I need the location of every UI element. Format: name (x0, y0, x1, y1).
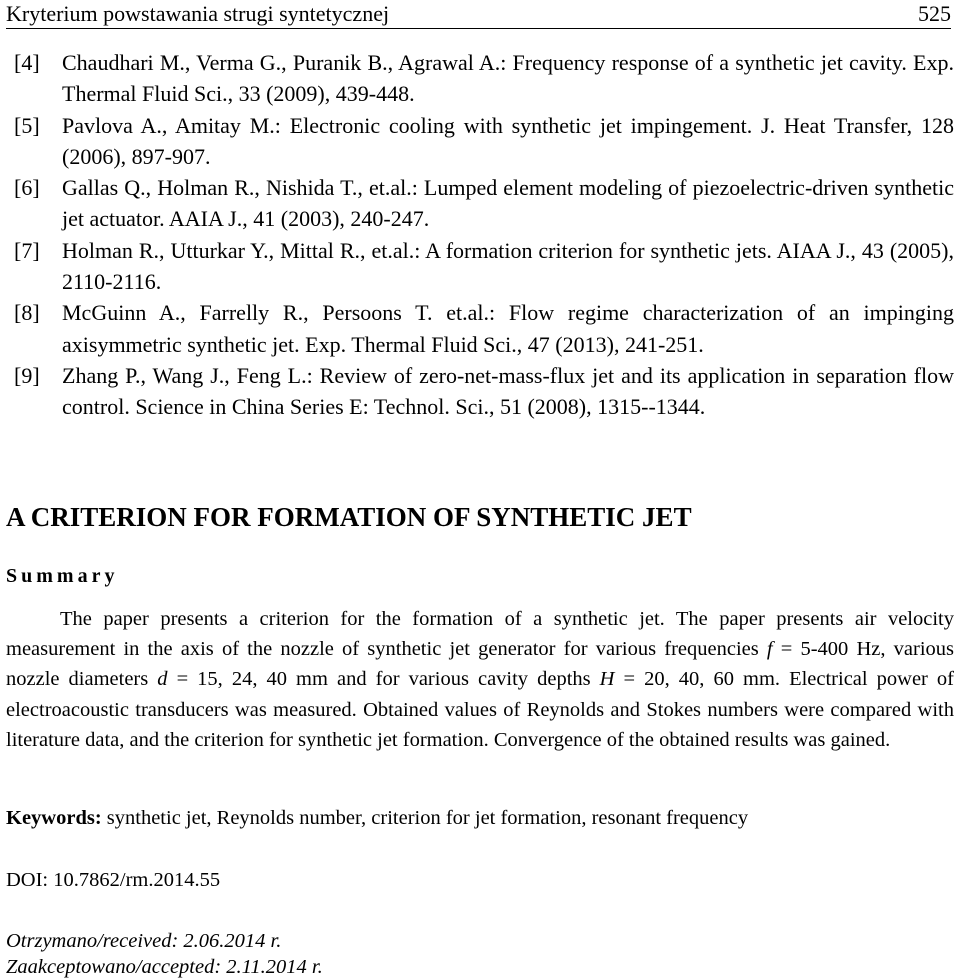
reference-number: [7] (14, 237, 40, 263)
reference-text: Zhang P., Wang J., Feng L.: Review of zero-net-mass-flux jet and its application in separation flow control. Science in China Series E: Technol. Sci., 51 (2008), 1315--1344. (62, 362, 954, 420)
accepted-date: Zaakceptowano/accepted: 2.11.2014 r. (6, 956, 323, 978)
reference-number: [4] (14, 50, 40, 75)
reference-text: Pavlova A., Amitay M.: Electronic cooling with synthetic jet impingement. J. Heat Transfer, 128 (2006), 897-907. (62, 112, 954, 169)
reference-number: [8] (14, 300, 40, 326)
reference-number: [5] (14, 112, 40, 138)
doi: DOI: 10.7862/rm.2014.55 (6, 869, 221, 891)
reference-list (14, 47, 954, 423)
reference-text: Holman R., Utturkar Y., Mittal R., et.al.: A formation criterion for synthetic jets. AIAA J., 43 (2005), 2110-2116. (62, 237, 954, 295)
reference-text: Chaudhari M., Verma G., Puranik B., Agrawal A.: Frequency response of a synthetic jet cavity. Exp. Thermal Fluid Sci., 33 (2009), 439-448. (62, 50, 954, 107)
reference-item (14, 110, 954, 173)
abstract-text: The paper presents a criterion for the formation of a synthetic jet. The paper presents air velocity measurement in the axis of the nozzle of synthetic jet generator for various frequencies (6, 608, 954, 661)
reference-item (14, 297, 954, 360)
abstract-paragraph (6, 604, 954, 755)
reference-number: [6] (14, 175, 40, 201)
page-number: 525 (918, 1, 951, 26)
reference-item (14, 47, 954, 110)
reference-text: McGuinn A., Farrelly R., Persoons T. et.al.: Flow regime characterization of an impinging axisymmetric synthetic jet. Exp. Thermal Fluid Sci., 47 (2013), 241-251. (62, 300, 954, 357)
depth-symbol: H (599, 668, 615, 691)
reference-item (14, 360, 954, 423)
abstract-text: = 20, 40, 60 mm. Electrical power of electroacoustic transducers was measured. Obtained values of Reynolds and Stokes numbers were compared with literature data, and the criterion for synthetic jet formation. Convergence of the obtained results was gained. (6, 668, 954, 751)
diameter-symbol: d (157, 668, 168, 691)
article-title-english: A CRITERION FOR FORMATION OF SYNTHETIC JET (6, 502, 692, 532)
reference-text: Gallas Q., Holman R., Nishida T., et.al.: Lumped element modeling of piezoelectric-driven synthetic jet actuator. AAIA J., 41 (2003), 240-247. (62, 175, 954, 232)
reference-number: [9] (14, 362, 40, 388)
running-title: Kryterium powstawania strugi syntetycznej (6, 1, 390, 26)
keywords-label: Keywords: (6, 807, 102, 829)
abstract-text: = 15, 24, 40 mm and for various cavity depths (167, 668, 600, 691)
running-header (6, 0, 951, 29)
reference-item (14, 172, 954, 235)
summary-label: Summary (6, 565, 119, 587)
frequency-symbol: f (766, 638, 773, 661)
reference-item (14, 235, 954, 298)
keywords-text: synthetic jet, Reynolds number, criterion for jet formation, resonant frequency (101, 807, 749, 829)
received-date: Otrzymano/received: 2.06.2014 r. (6, 930, 282, 952)
abstract-text: = 5-400 Hz, various nozzle diameters (6, 638, 954, 691)
keywords-line (6, 805, 954, 831)
